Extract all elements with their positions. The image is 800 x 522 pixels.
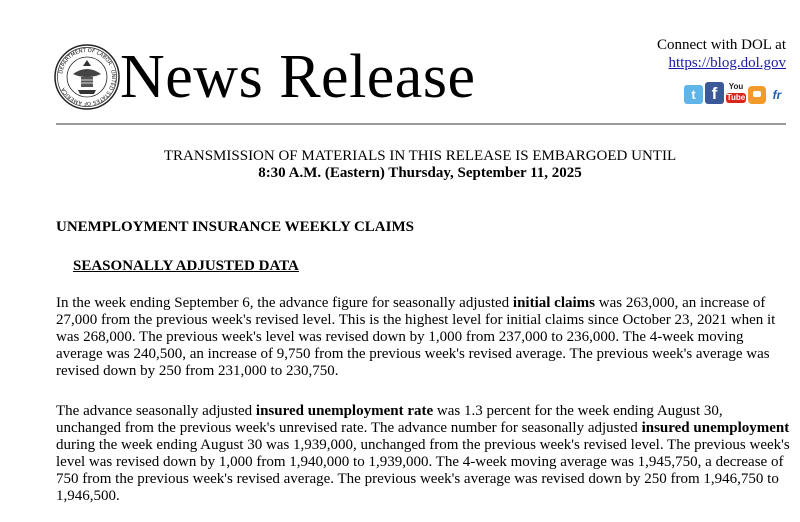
embargo-line-2: 8:30 A.M. (Eastern) Thursday, September 11, 2025	[258, 165, 582, 181]
page-title: News Release	[120, 43, 476, 111]
embargo-notice	[0, 148, 800, 182]
connect-label: Connect with DOL at	[656, 37, 786, 53]
initial-claims-paragraph	[56, 295, 791, 380]
p2-bold-rate: insured unemployment rate	[255, 403, 434, 419]
section-subheading: SEASONALLY ADJUSTED DATA	[73, 258, 299, 274]
svg-text:DEPARTMENT OF LABOR · UNITED S: DEPARTMENT OF LABOR · UNITED STATES OF AMERICA	[58, 47, 117, 107]
p1-text-2: was 263,000, an increase of 27,000 from the previous week's revised level. This is the highest level for initial claims since October 23, 2021 when it was 268,000. The previous week's level was revised down by 1,000 from 237,000 to 236,000. The 4-week moving average was 240,500, an increase of 9,750 from the previous week's revised average. The previous week's average was revised down by 250 from 231,000 to 230,750.	[56, 295, 776, 379]
social-icons	[684, 82, 786, 104]
blog-icon[interactable]	[748, 86, 766, 104]
header-divider	[56, 123, 786, 125]
insured-unemployment-paragraph	[56, 403, 791, 505]
section-heading: UNEMPLOYMENT INSURANCE WEEKLY CLAIMS	[56, 219, 414, 235]
p1-bold-initial-claims: initial claims	[512, 295, 596, 311]
youtube-icon[interactable]: You Tube	[726, 82, 746, 102]
p2-text-3: during the week ending August 30 was 1,939,000, unchanged from the previous week's revised level. The previous week's level was revised down by 1,000 from 1,940,000 to 1,939,000. The 4-week moving average was 1,945,750, a decrease of 750 from the previous week's revised average. The previous week's average was revised down by 250 from 1,946,750 to 1,946,500.	[56, 437, 790, 504]
dol-seal-logo	[54, 44, 120, 110]
p2-text-2: was 1.3 percent for the week ending August 30, unchanged from the previous week's unrevised rate. The advance number for seasonally adjusted	[56, 403, 723, 436]
connect-block	[657, 36, 786, 72]
p1-text-1: In the week ending September 6, the advance figure for seasonally adjusted	[56, 295, 513, 311]
flickr-icon[interactable]: fr	[772, 88, 782, 102]
blog-link[interactable]: https://blog.dol.gov	[668, 55, 786, 71]
twitter-icon[interactable]: t	[684, 85, 703, 104]
p2-bold-insured: insured unemployment	[641, 420, 790, 436]
embargo-line-1: TRANSMISSION OF MATERIALS IN THIS RELEASE IS EMBARGOED UNTIL	[163, 148, 677, 164]
facebook-icon[interactable]: f	[705, 82, 724, 104]
p2-text-1: The advance seasonally adjusted	[56, 403, 256, 419]
